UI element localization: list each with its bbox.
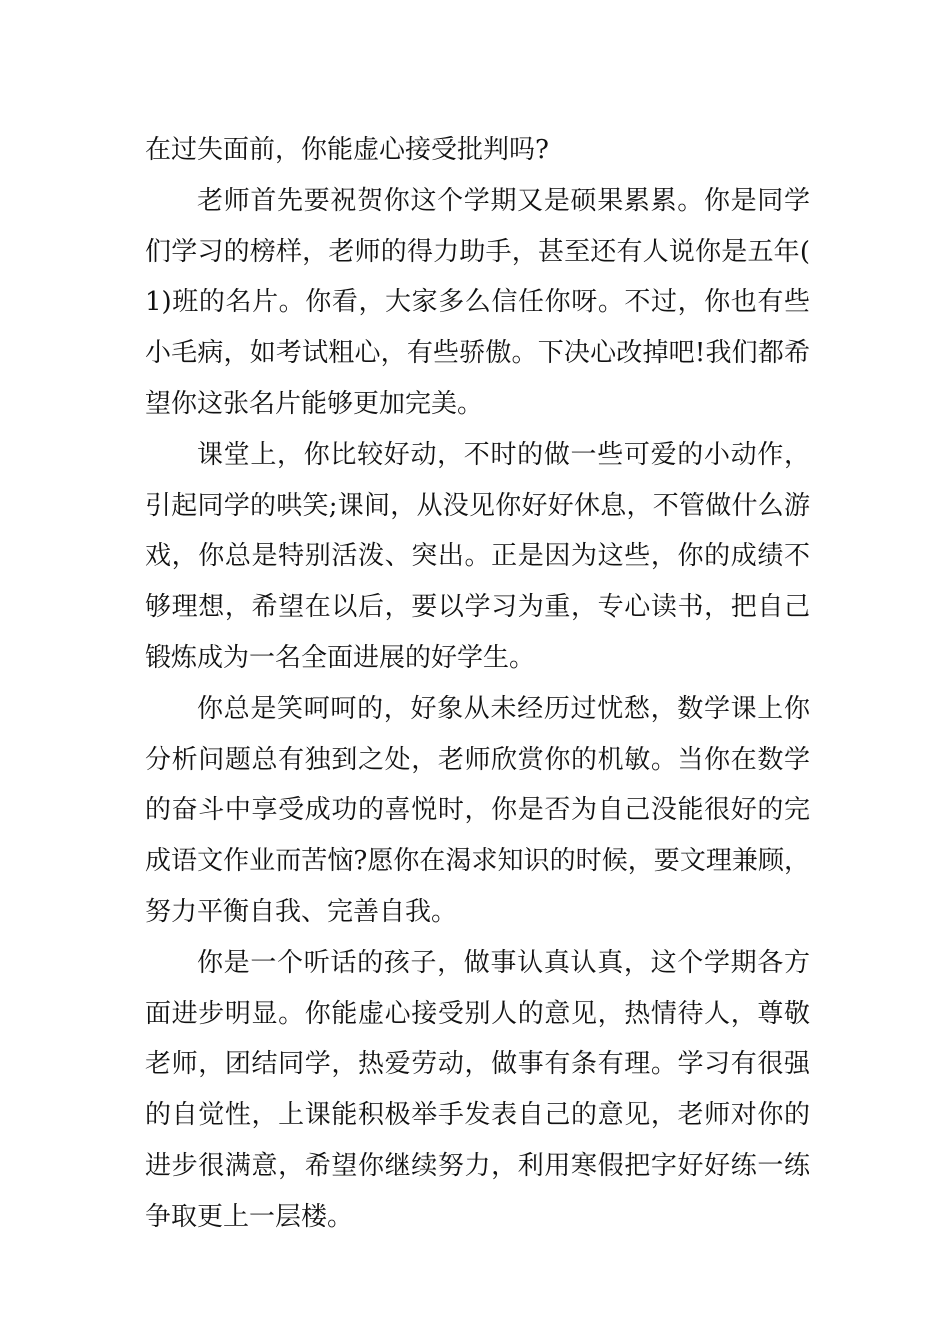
paragraph-comment-2: 课堂上，你比较好动，不时的做一些可爱的小动作，引起同学的哄笑;课间，从没见你好好休息，不管做什么游戏，你总是特别活泼、突出。正是因为这些，你的成绩不够理想，希望在以后，要以学习为重，专心读书，把自己锻炼成为一名全面进展的好学生。 bbox=[145, 439, 810, 673]
paragraph-comment-1: 老师首先要祝贺你这个学期又是硕果累累。你是同学们学习的榜样，老师的得力助手，甚至还有人说你是五年(1)班的名片。你看，大家多么信任你呀。不过，你也有些小毛病，如考试粗心，有些骄傲。下决心改掉吧!我们都希望你这张名片能够更加完美。 bbox=[145, 185, 810, 419]
paragraph-comment-3: 你总是笑呵呵的，好象从未经历过忧愁，数学课上你分析问题总有独到之处，老师欣赏你的机敏。当你在数学的奋斗中享受成功的喜悦时，你是否为自己没能很好的完成语文作业而苦恼?愿你在渴求知识的时候，要文理兼顾，努力平衡自我、完善自我。 bbox=[145, 693, 810, 927]
paragraph-comment-4: 你是一个听话的孩子，做事认真认真，这个学期各方面进步明显。你能虚心接受别人的意见，热情待人，尊敬老师，团结同学，热爱劳动，做事有条有理。学习有很强的自觉性，上课能积极举手发表自己的意见，老师对你的进步很满意，希望你继续努力，利用寒假把字好好练一练争取更上一层楼。 bbox=[145, 947, 810, 1232]
document-body bbox=[145, 125, 810, 1243]
paragraph-continuation: 在过失面前，你能虚心接受批判吗? bbox=[145, 135, 549, 165]
